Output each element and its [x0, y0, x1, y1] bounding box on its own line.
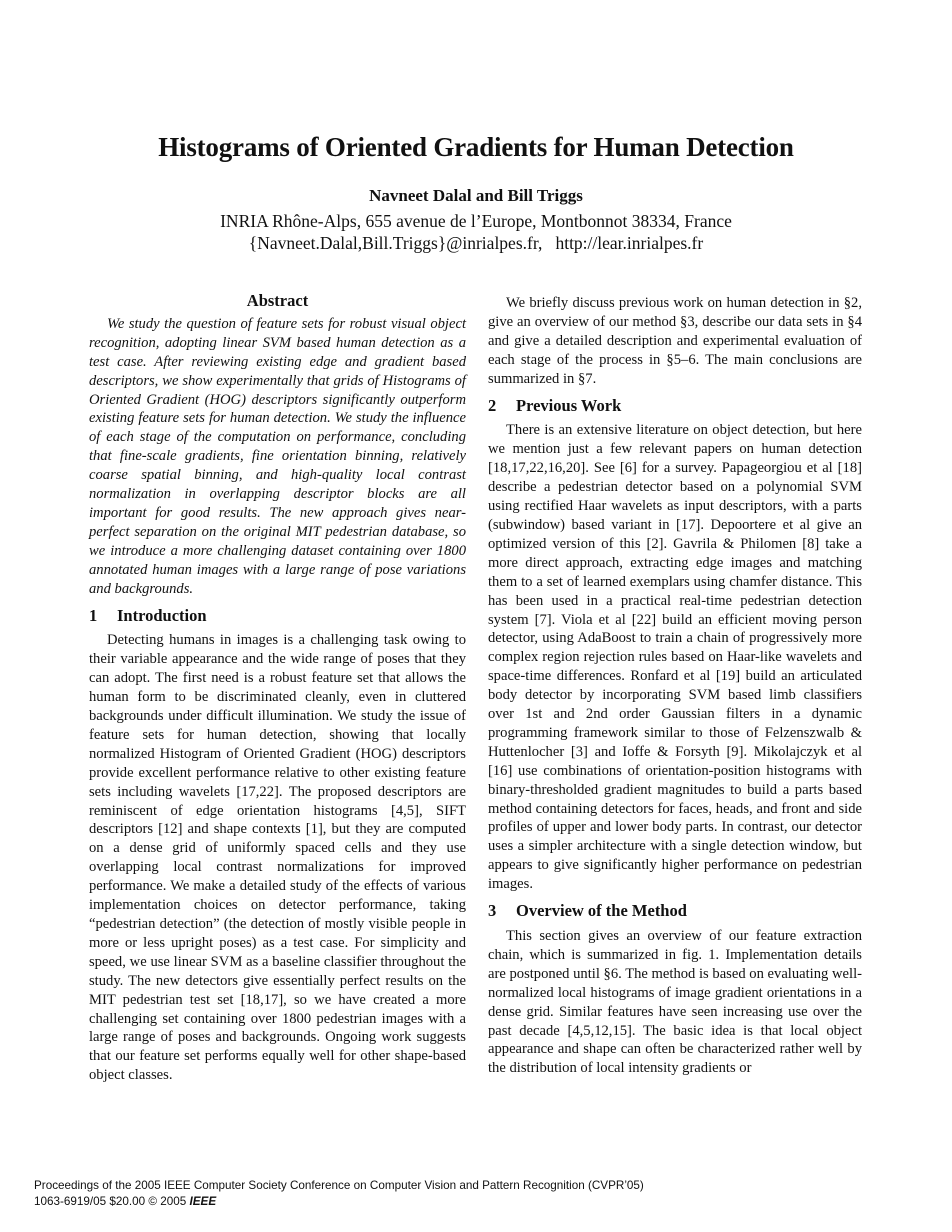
- section-heading-overview: [488, 902, 862, 921]
- affiliation-block: [0, 210, 952, 254]
- section-number: 2: [488, 395, 497, 415]
- section-heading-intro: [89, 607, 466, 626]
- right-column: [488, 294, 862, 1078]
- intro-continuation: We briefly discuss previous work on human detection in §2, give an overview of our method §3, describe our data sets in §4 and give a detailed description and experimental evaluation of each stage of the process in §5–6. The main conclusions are summarized in §7.: [488, 295, 862, 387]
- overview-paragraph: This section gives an overview of our feature extraction chain, which is summarized in fig. 1. Implementation details are postponed until §6. The method is based on evaluating well-normalized local histograms of image gradient orientations in a dense grid. Similar features have seen increasing use over the past decade [4,5,12,15]. The basic idea is that local object appearance and shape can often be characterized rather well by the distribution of local intensity gradients or: [488, 928, 862, 1077]
- contact: {Navneet.Dalal,Bill.Triggs}@inrialpes.fr, http://lear.inrialpes.fr: [248, 233, 704, 253]
- ieee-logo: IEEE: [189, 1195, 217, 1208]
- section-title: Previous Work: [516, 395, 622, 415]
- footer-proceedings: Proceedings of the 2005 IEEE Computer Society Conference on Computer Vision and Pattern Recognition (CVPR’05): [34, 1179, 644, 1192]
- footer-issn: 1063-6919/05 $20.00 © 2005: [34, 1195, 187, 1208]
- section-number: 1: [89, 605, 98, 625]
- abstract-text: We study the question of feature sets for robust visual object recognition, adopting linear SVM based human detection as a test case. After reviewing existing edge and gradient based descriptors, we show experimentally that grids of Histograms of Oriented Gradient (HOG) descriptors significantly outperform existing feature sets for human detection. We study the influence of each stage of the computation on performance, concluding that fine-scale gradients, fine orientation binning, relatively coarse spatial binning, and high-quality local contrast normalization in overlapping descriptor blocks are all important for good results. The new approach gives near-perfect separation on the original MIT pedestrian database, so we introduce a more challenging dataset containing over 1800 annotated human images with a large range of pose variations and backgrounds.: [89, 315, 466, 597]
- previous-work-paragraph: There is an extensive literature on object detection, but here we mention just a few relevant papers on human detection [18,17,22,16,20]. See [6] for a survey. Papageorgiou et al [18] describe a pedestrian detector based on a polynomial SVM using rectified Haar wavelets as input descriptors, with a parts (subwindow) based variant in [17]. Depoortere et al give an optimized version of this [2]. Gavrila & Philomen [8] take a more direct approach, extracting edge images and matching them to a set of learned exemplars using chamfer distance. This has been used in a practical real-time pedestrian detection system [7]. Viola et al [22] build an efficient moving person detector, using AdaBoost to train a chain of progressively more complex region rejection rules based on Haar-like wavelets and space-time differences. Ronfard et al [19] build an articulated body detector by incorporating SVM based limb classifiers over 1st and 2nd order Gaussian filters in a dynamic programming framework similar to those of Felzenszwalb & Huttenlocher [3] and Ioffe & Forsyth [9]. Mikolajczyk et al [16] use combinations of orientation-position histograms with binary-thresholded gradient magnitudes to build a parts based method containing detectors for faces, heads, and front and side profiles of upper and lower body parts. In contrast, our detector uses a simpler architecture with a single detection window, but appears to give significantly higher performance on pedestrian images.: [488, 422, 862, 893]
- affiliation: INRIA Rhône-Alps, 655 avenue de l’Europe, Montbonnot 38334, France: [220, 211, 732, 231]
- authors: Navneet Dalal and Bill Triggs: [369, 186, 583, 205]
- paper-title: Histograms of Oriented Gradients for Human Detection: [158, 132, 794, 162]
- footer-copyright: [34, 1194, 644, 1210]
- left-column: [89, 292, 466, 1085]
- section-title: Introduction: [117, 605, 207, 625]
- section-title: Overview of the Method: [516, 901, 687, 921]
- section-heading-previous: [488, 397, 862, 416]
- intro-paragraph: Detecting humans in images is a challenging task owing to their variable appearance and the wide range of poses that they can adopt. The first need is a robust feature set that allows the human form to be discriminated cleanly, even in cluttered backgrounds under difficult illumination. We study the issue of feature sets for human detection, showing that locally normalized Histogram of Oriented Gradient (HOG) descriptors provide excellent performance relative to other existing feature sets including wavelets [17,22]. The proposed descriptors are reminiscent of edge orientation histograms [4,5], SIFT descriptors [12] and shape contexts [1], but they are computed on a dense grid of uniformly spaced cells and they use overlapping local contrast normalizations for improved performance. We make a detailed study of the effects of various implementation choices on detector performance, taking “pedestrian detection” (the detection of mostly visible people in more or less upright poses) as a test case. For simplicity and speed, we use linear SVM as a baseline classifier throughout the study. The new detectors give essentially perfect results on the MIT pedestrian test set [18,17], so we have created a more challenging set containing over 1800 pedestrian images with a large range of poses and backgrounds. Ongoing work suggests that our feature set performs equally well for other shape-based object classes.: [89, 632, 466, 1084]
- abstract-heading: Abstract: [246, 291, 309, 310]
- footer: [34, 1178, 644, 1210]
- section-number: 3: [488, 901, 497, 921]
